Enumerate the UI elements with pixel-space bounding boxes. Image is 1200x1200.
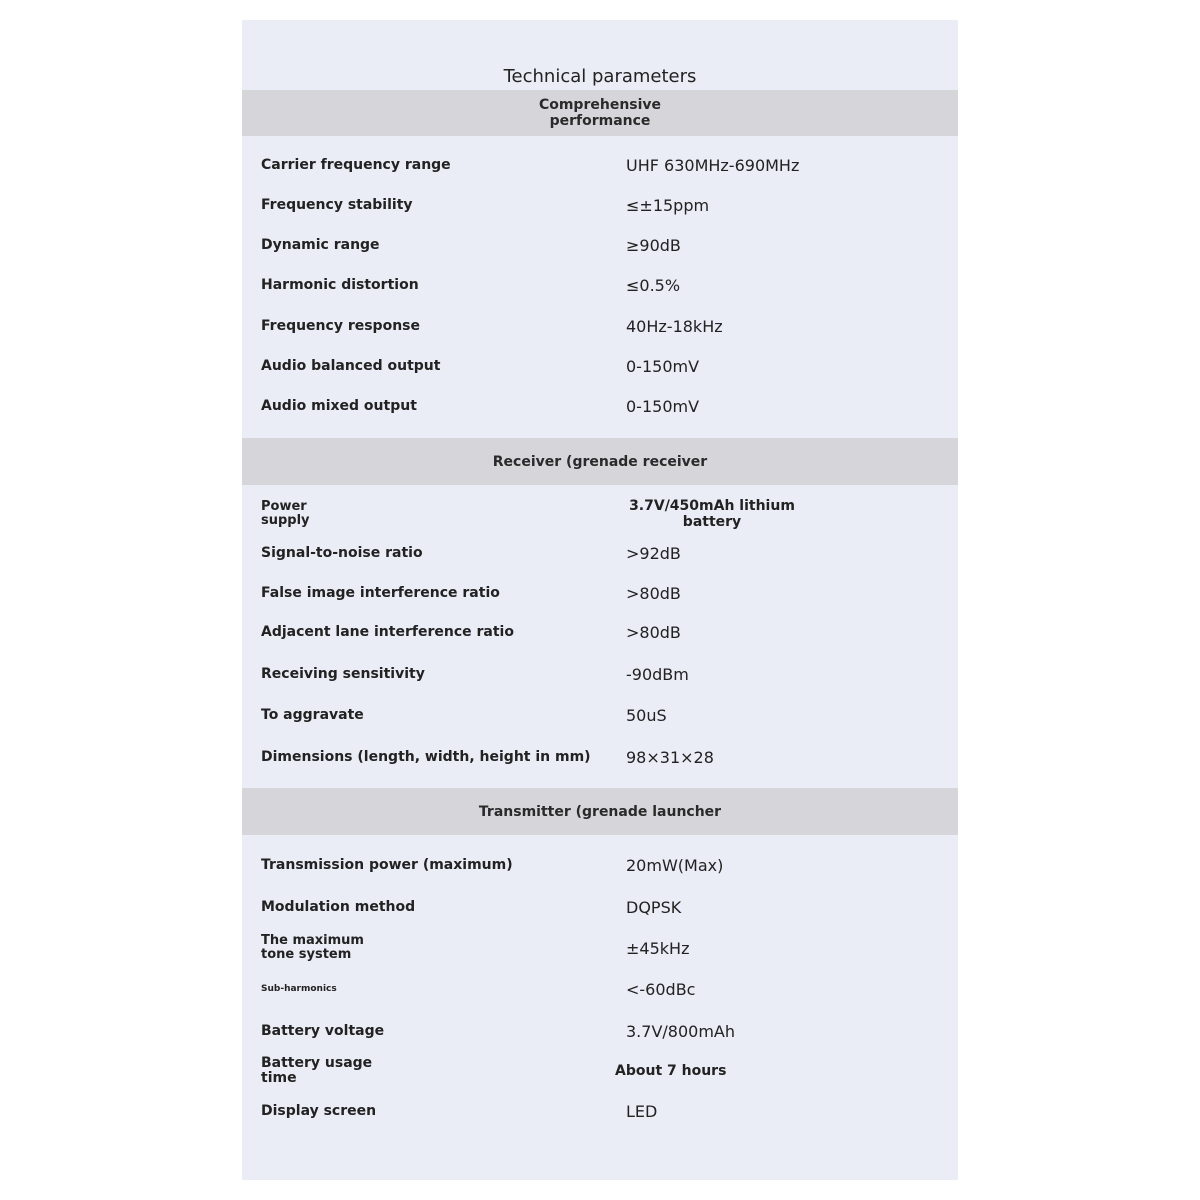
- spec-value: ≥90dB: [626, 235, 681, 255]
- spec-value: 50uS: [626, 705, 667, 725]
- spec-row: [242, 225, 958, 265]
- spec-label: Display screen: [261, 1102, 377, 1119]
- spec-label: Carrier frequency range: [261, 156, 451, 173]
- spec-value: 40Hz-18kHz: [626, 316, 723, 336]
- spec-label: Power supply: [261, 499, 310, 528]
- spec-value: >92dB: [626, 543, 681, 563]
- spec-row: [242, 887, 958, 927]
- section-heading-comprehensive: Comprehensive performance: [242, 90, 958, 136]
- spec-row: [242, 928, 958, 968]
- spec-label: False image interference ratio: [261, 584, 500, 601]
- page-title: Technical parameters: [503, 66, 697, 87]
- spec-label: Frequency stability: [261, 196, 413, 213]
- spec-row: [242, 346, 958, 386]
- spec-value: 0-150mV: [626, 356, 700, 376]
- spec-value: About 7 hours: [615, 1063, 727, 1079]
- spec-label: Transmission power (maximum): [261, 856, 513, 873]
- spec-label: Dynamic range: [261, 236, 380, 253]
- spec-value: >80dB: [626, 583, 681, 603]
- spec-row: [242, 573, 958, 613]
- spec-value: -90dBm: [626, 664, 689, 684]
- spec-row: [242, 494, 958, 534]
- section-heading-transmitter: Transmitter (grenade launcher: [242, 788, 958, 835]
- spec-label: Battery voltage: [261, 1022, 385, 1039]
- spec-row: [242, 695, 958, 735]
- spec-label: Receiving sensitivity: [261, 665, 425, 682]
- spec-value: 3.7V/800mAh: [626, 1021, 735, 1041]
- spec-value: 0-150mV: [626, 396, 700, 416]
- spec-label: Dimensions (length, width, height in mm): [261, 748, 591, 765]
- spec-row: [242, 654, 958, 694]
- spec-row: [242, 145, 958, 185]
- spec-value: LED: [626, 1101, 658, 1121]
- spec-value: >80dB: [626, 622, 681, 642]
- spec-row: [242, 845, 958, 885]
- spec-row: [242, 737, 958, 777]
- spec-label: Harmonic distortion: [261, 276, 419, 293]
- spec-row: [242, 265, 958, 305]
- spec-label: To aggravate: [261, 706, 364, 723]
- spec-label: Signal-to-noise ratio: [261, 544, 423, 561]
- spec-label: The maximum tone system: [261, 933, 364, 962]
- spec-value: 3.7V/450mAh lithium battery: [629, 498, 795, 530]
- section-heading-receiver: Receiver (grenade receiver: [242, 438, 958, 485]
- spec-label: Sub-harmonics: [261, 983, 337, 994]
- spec-value: <-60dBc: [626, 979, 696, 999]
- spec-label: Audio mixed output: [261, 397, 417, 414]
- spec-value: UHF 630MHz-690MHz: [626, 155, 800, 175]
- spec-row: [242, 306, 958, 346]
- spec-row: [242, 969, 958, 1009]
- spec-value: 98×31×28: [626, 747, 714, 767]
- spec-row: [242, 185, 958, 225]
- spec-label: Adjacent lane interference ratio: [261, 623, 514, 640]
- spec-label: Frequency response: [261, 317, 420, 334]
- spec-value: ±45kHz: [626, 938, 690, 958]
- spec-label: Audio balanced output: [261, 357, 441, 374]
- spec-value: ≤±15ppm: [626, 195, 710, 215]
- spec-row: [242, 1011, 958, 1051]
- spec-value: 20mW(Max): [626, 855, 724, 875]
- spec-value: DQPSK: [626, 897, 682, 917]
- spec-label: Battery usage time: [261, 1055, 373, 1086]
- spec-row: [242, 1091, 958, 1131]
- spec-label: Modulation method: [261, 898, 416, 915]
- spec-row: [242, 533, 958, 573]
- spec-row: [242, 386, 958, 426]
- spec-row: [242, 1051, 958, 1091]
- spec-row: [242, 612, 958, 652]
- spec-value: ≤0.5%: [626, 275, 681, 295]
- spec-sheet: [242, 20, 958, 1180]
